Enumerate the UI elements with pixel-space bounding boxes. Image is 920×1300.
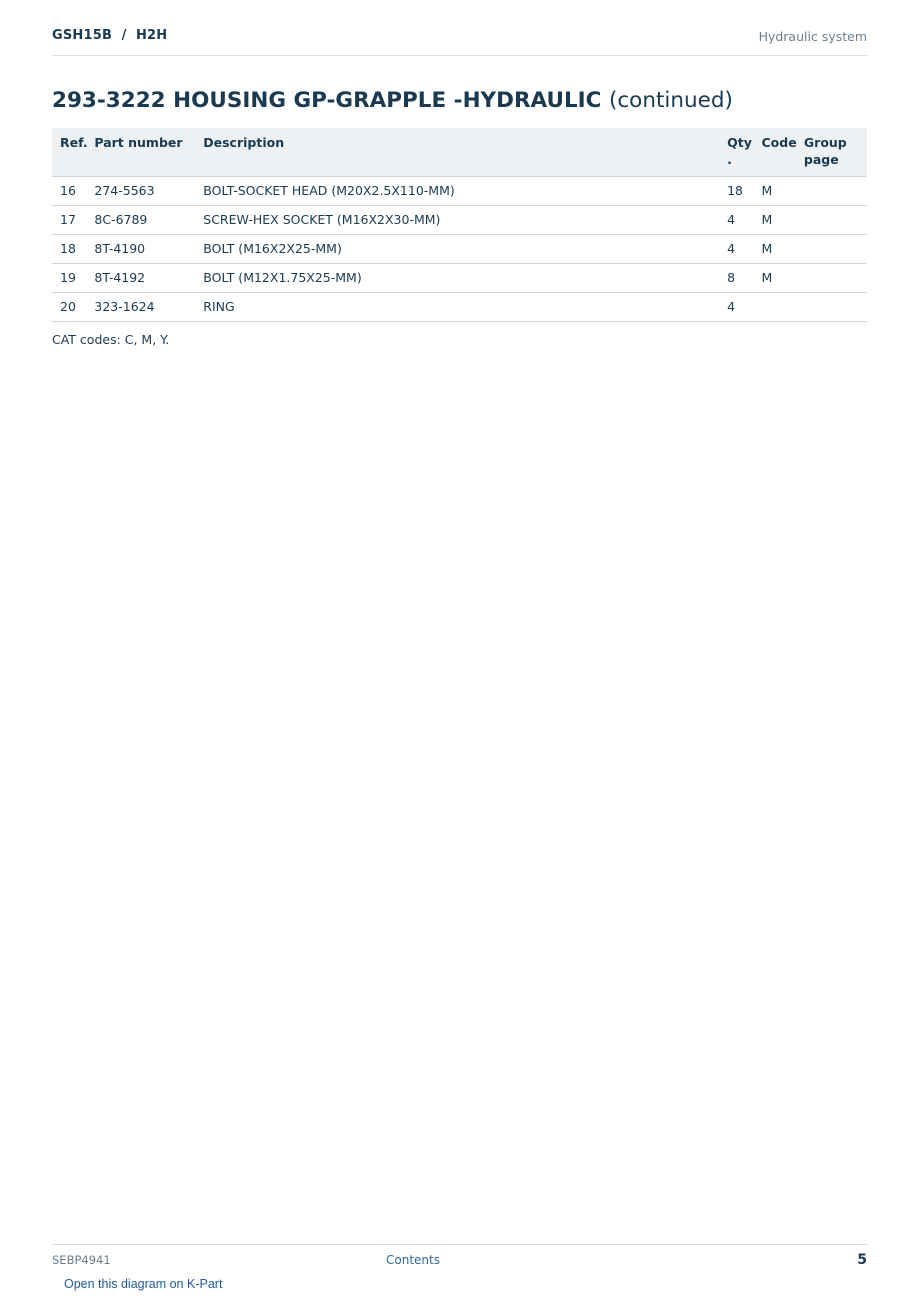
document-id: GSH15B / H2H bbox=[52, 28, 168, 43]
table-row bbox=[52, 177, 867, 206]
section-name: Hydraulic system bbox=[758, 29, 867, 44]
table-header-row bbox=[52, 128, 867, 177]
cell-group-page bbox=[796, 177, 867, 206]
page-title bbox=[52, 88, 733, 113]
page-title-continued: (continued) bbox=[608, 88, 733, 113]
parts-table bbox=[52, 128, 867, 322]
cell-qty: 4 bbox=[719, 206, 753, 235]
cat-codes-note: CAT codes: C, M, Y. bbox=[52, 332, 170, 347]
cell-description: BOLT (M12X1.75X25-MM) bbox=[195, 264, 719, 293]
column-header-description: Description bbox=[195, 128, 719, 177]
kpart-diagram-link[interactable]: Open this diagram on K-Part bbox=[64, 1277, 223, 1291]
contents-link[interactable]: Contents bbox=[386, 1253, 440, 1267]
table-row bbox=[52, 206, 867, 235]
cell-group-page bbox=[796, 293, 867, 322]
cell-ref: 16 bbox=[52, 177, 86, 206]
cell-part-number: 8C-6789 bbox=[86, 206, 195, 235]
page-number: 5 bbox=[857, 1252, 867, 1268]
cell-description: RING bbox=[195, 293, 719, 322]
footer-document-number: SEBP4941 bbox=[52, 1253, 111, 1267]
cell-code: M bbox=[753, 206, 795, 235]
table-row bbox=[52, 235, 867, 264]
cell-ref: 17 bbox=[52, 206, 86, 235]
cell-group-page bbox=[796, 235, 867, 264]
cell-code: M bbox=[753, 177, 795, 206]
cell-description: SCREW-HEX SOCKET (M16X2X30-MM) bbox=[195, 206, 719, 235]
table-row bbox=[52, 293, 867, 322]
cell-qty: 18 bbox=[719, 177, 753, 206]
cell-qty: 4 bbox=[719, 235, 753, 264]
column-header-ref: Ref. bbox=[52, 128, 86, 177]
cell-qty: 4 bbox=[719, 293, 753, 322]
column-header-part-number: Part number bbox=[86, 128, 195, 177]
column-header-code: Code bbox=[753, 128, 795, 177]
cell-part-number: 323-1624 bbox=[86, 293, 195, 322]
cell-part-number: 8T-4190 bbox=[86, 235, 195, 264]
cell-code: M bbox=[753, 264, 795, 293]
cell-group-page bbox=[796, 206, 867, 235]
cell-part-number: 8T-4192 bbox=[86, 264, 195, 293]
cell-group-page bbox=[796, 264, 867, 293]
cell-code bbox=[753, 293, 795, 322]
cell-description: BOLT-SOCKET HEAD (M20X2.5X110-MM) bbox=[195, 177, 719, 206]
table-row bbox=[52, 264, 867, 293]
cell-qty: 8 bbox=[719, 264, 753, 293]
cell-ref: 18 bbox=[52, 235, 86, 264]
cell-ref: 19 bbox=[52, 264, 86, 293]
footer-divider bbox=[52, 1244, 867, 1245]
page-title-main: 293-3222 HOUSING GP-GRAPPLE -HYDRAULIC bbox=[52, 88, 602, 113]
cell-code: M bbox=[753, 235, 795, 264]
column-header-group-page: Group page bbox=[796, 128, 867, 177]
cell-part-number: 274-5563 bbox=[86, 177, 195, 206]
page-header bbox=[52, 28, 867, 56]
cell-ref: 20 bbox=[52, 293, 86, 322]
column-header-qty: Qty . bbox=[719, 128, 753, 177]
cell-description: BOLT (M16X2X25-MM) bbox=[195, 235, 719, 264]
